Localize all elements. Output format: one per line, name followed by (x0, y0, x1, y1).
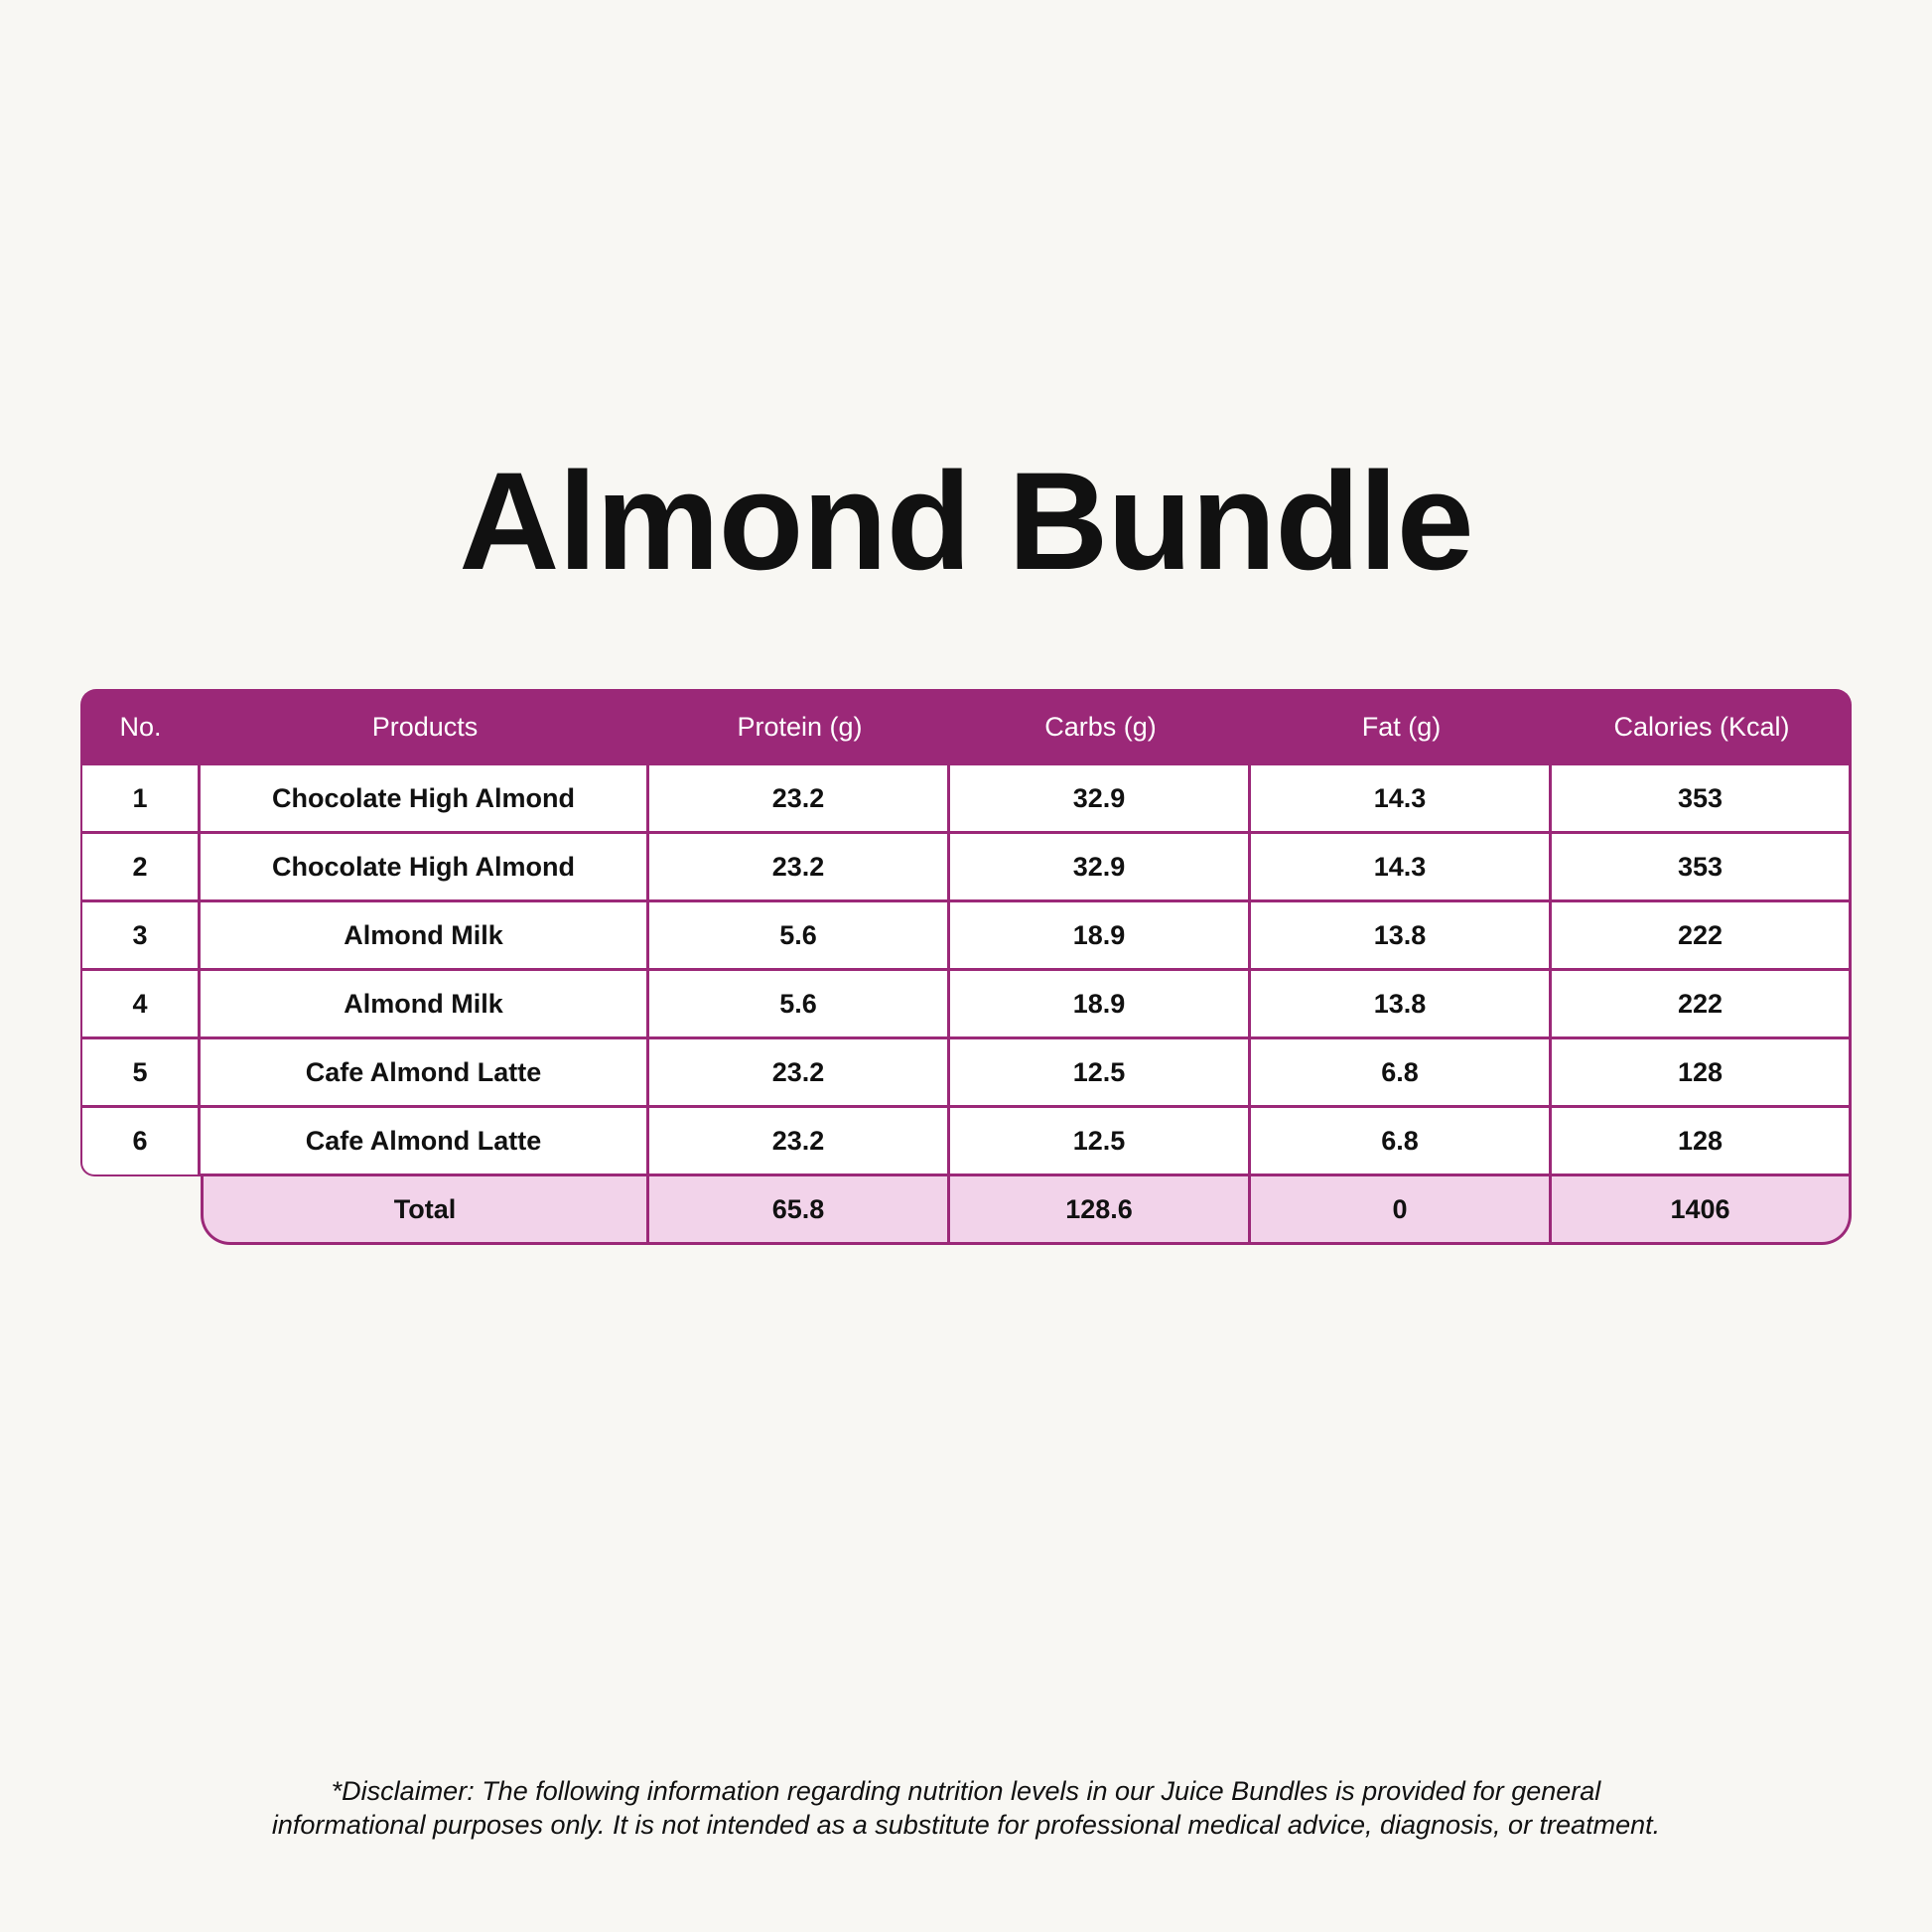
fat-value: 13.8 (1251, 902, 1552, 971)
header-protein: Protein (g) (649, 689, 950, 765)
protein-value: 5.6 (649, 971, 950, 1039)
protein-value: 23.2 (649, 1108, 950, 1176)
disclaimer-line-1: *Disclaimer: The following information regarding nutrition levels in our Juice Bundles is provided for general (331, 1776, 1601, 1806)
product-name: Chocolate High Almond (201, 765, 649, 834)
total-row (80, 1176, 1852, 1245)
fat-value: 6.8 (1251, 1039, 1552, 1108)
product-name: Almond Milk (201, 902, 649, 971)
carbs-value: 18.9 (950, 902, 1251, 971)
row-number: 3 (80, 902, 201, 971)
product-name: Almond Milk (201, 971, 649, 1039)
table-row (80, 834, 1852, 902)
header-products: Products (201, 689, 649, 765)
table-row (80, 1108, 1852, 1176)
header-carbs: Carbs (g) (950, 689, 1251, 765)
disclaimer (0, 1774, 1932, 1842)
product-name: Cafe Almond Latte (201, 1039, 649, 1108)
table-row (80, 971, 1852, 1039)
row-number: 1 (80, 765, 201, 834)
fat-value: 14.3 (1251, 765, 1552, 834)
calories-value: 353 (1552, 765, 1852, 834)
carbs-value: 32.9 (950, 765, 1251, 834)
fat-value: 14.3 (1251, 834, 1552, 902)
total-fat: 0 (1251, 1176, 1552, 1245)
protein-value: 23.2 (649, 1039, 950, 1108)
table-row (80, 1039, 1852, 1108)
header-no: No. (80, 689, 201, 765)
product-name: Chocolate High Almond (201, 834, 649, 902)
total-carbs: 128.6 (950, 1176, 1251, 1245)
total-spacer (80, 1176, 201, 1245)
carbs-value: 18.9 (950, 971, 1251, 1039)
total-label: Total (201, 1176, 649, 1245)
table-header-row (80, 689, 1852, 765)
carbs-value: 12.5 (950, 1108, 1251, 1176)
table-row (80, 765, 1852, 834)
header-fat: Fat (g) (1251, 689, 1552, 765)
calories-value: 222 (1552, 971, 1852, 1039)
nutrition-table (80, 689, 1852, 1245)
row-number: 6 (80, 1108, 201, 1176)
total-protein: 65.8 (649, 1176, 950, 1245)
disclaimer-line-2: informational purposes only. It is not intended as a substitute for professional medical advice, diagnosis, or treatment. (271, 1810, 1661, 1840)
fat-value: 6.8 (1251, 1108, 1552, 1176)
row-number: 5 (80, 1039, 201, 1108)
total-calories: 1406 (1552, 1176, 1852, 1245)
carbs-value: 12.5 (950, 1039, 1251, 1108)
carbs-value: 32.9 (950, 834, 1251, 902)
row-number: 2 (80, 834, 201, 902)
table-row (80, 902, 1852, 971)
protein-value: 23.2 (649, 834, 950, 902)
protein-value: 5.6 (649, 902, 950, 971)
calories-value: 128 (1552, 1039, 1852, 1108)
page-title: Almond Bundle (459, 443, 1473, 599)
row-number: 4 (80, 971, 201, 1039)
product-name: Cafe Almond Latte (201, 1108, 649, 1176)
calories-value: 128 (1552, 1108, 1852, 1176)
header-calories: Calories (Kcal) (1552, 689, 1852, 765)
protein-value: 23.2 (649, 765, 950, 834)
calories-value: 353 (1552, 834, 1852, 902)
calories-value: 222 (1552, 902, 1852, 971)
fat-value: 13.8 (1251, 971, 1552, 1039)
